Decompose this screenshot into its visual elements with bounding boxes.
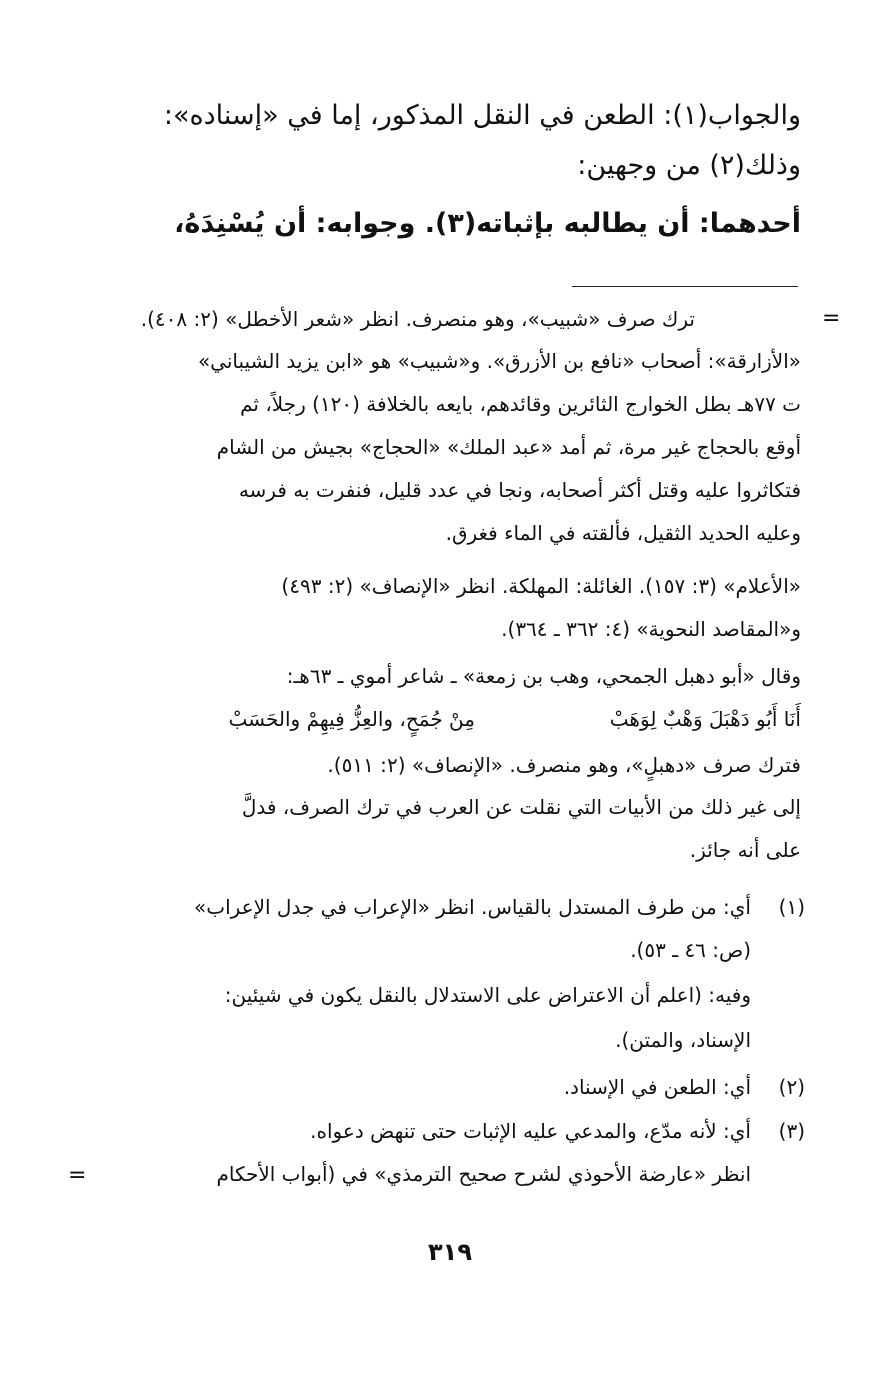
footnote-continued-line: فترك صرف «دهبلٍ»، وهو منصرف. «الإنصاف» (٢: ٥١١). <box>327 753 801 777</box>
footnote-line: انظر «عارضة الأحوذي لشرح صحيح الترمذي» في (أبواب الأحكام <box>216 1162 751 1186</box>
continuation-marker: = <box>822 306 841 331</box>
verse-second-hemistich: مِنْ جُمَحٍ، والعِزُّ فِيهِمْ والحَسَبْ <box>228 707 475 731</box>
footnote-line: (ص: ٤٦ ـ ٥٣). <box>630 938 751 962</box>
footnote-continued-line: إلى غير ذلك من الأبيات التي نقلت عن العرب في ترك الصرف، فدلَّ <box>241 795 801 819</box>
footnote-continued-line: فتكاثروا عليه وقتل أكثر أصحابه، ونجا في عدد قليل، فنفرت به فرسه <box>238 478 801 502</box>
footnote-line: أي: من طرف المستدل بالقياس. انظر «الإعراب في جدل الإعراب» <box>194 895 751 919</box>
footnote-continued-line: ت ٧٧هـ بطل الخوارج الثائرين وقائدهم، بايعه بالخلافة (١٢٠) رجلاً، ثم <box>240 392 801 416</box>
footnote-line: أي: لأنه مدّع، والمدعي عليه الإثبات حتى تنهض دعواه. <box>310 1119 751 1143</box>
footnote-line: الإسناد، والمتن). <box>615 1028 751 1052</box>
footnote-continued-line: أوقع بالحجاج غير مرة، ثم أمد «عبد الملك» «الحجاج» بجيش من الشام <box>216 435 801 459</box>
footnote-continued-line: ترك صرف «شبيب»، وهو منصرف. انظر «شعر الأخطل» (٢: ٤٠٨). <box>140 307 695 331</box>
main-text-line-3: أحدهما: أن يطالبه بإثباته(٣). وجوابه: أن يُسْنِدَهُ، <box>174 208 801 239</box>
footnote-number: (٣) <box>778 1119 805 1143</box>
footnote-continued-line: و«المقاصد النحوية» (٤: ٣٦٢ ـ ٣٦٤). <box>501 617 801 641</box>
footnote-number: (٢) <box>778 1075 805 1099</box>
main-text-line-1: والجواب(١): الطعن في النقل المذكور، إما في «إسناده»: <box>163 100 801 131</box>
continuation-marker: = <box>68 1163 87 1188</box>
footnote-continued-line: على أنه جائز. <box>689 838 801 862</box>
page-number: ٣١٩ <box>428 1238 472 1266</box>
footnote-continued-line: وقال «أبو دهبل الجمحي، وهب بن زمعة» ـ شاعر أموي ـ ٦٣هـ: <box>286 664 801 688</box>
footnote-line: وفيه: (اعلم أن الاعتراض على الاستدلال بالنقل يكون في شيئين: <box>224 983 751 1007</box>
footnote-divider <box>572 286 798 287</box>
footnote-continued-line: «الأزارقة»: أصحاب «نافع بن الأزرق». و«شبيب» هو «ابن يزيد الشيباني» <box>197 349 801 373</box>
footnote-continued-line: «الأعلام» (٣: ١٥٧). الغائلة: المهلكة. انظر «الإنصاف» (٢: ٤٩٣) <box>281 574 801 598</box>
verse-first-hemistich: أَنَا أَبُو دَهْبَلَ وَهْبٌ لِوَهَبْ <box>609 707 801 731</box>
main-text-line-2: وذلك(٢) من وجهين: <box>577 150 801 181</box>
footnote-number: (١) <box>778 895 805 919</box>
footnote-line: أي: الطعن في الإسناد. <box>563 1075 751 1099</box>
footnote-continued-line: وعليه الحديد الثقيل، فألقته في الماء فغرق. <box>445 521 801 545</box>
